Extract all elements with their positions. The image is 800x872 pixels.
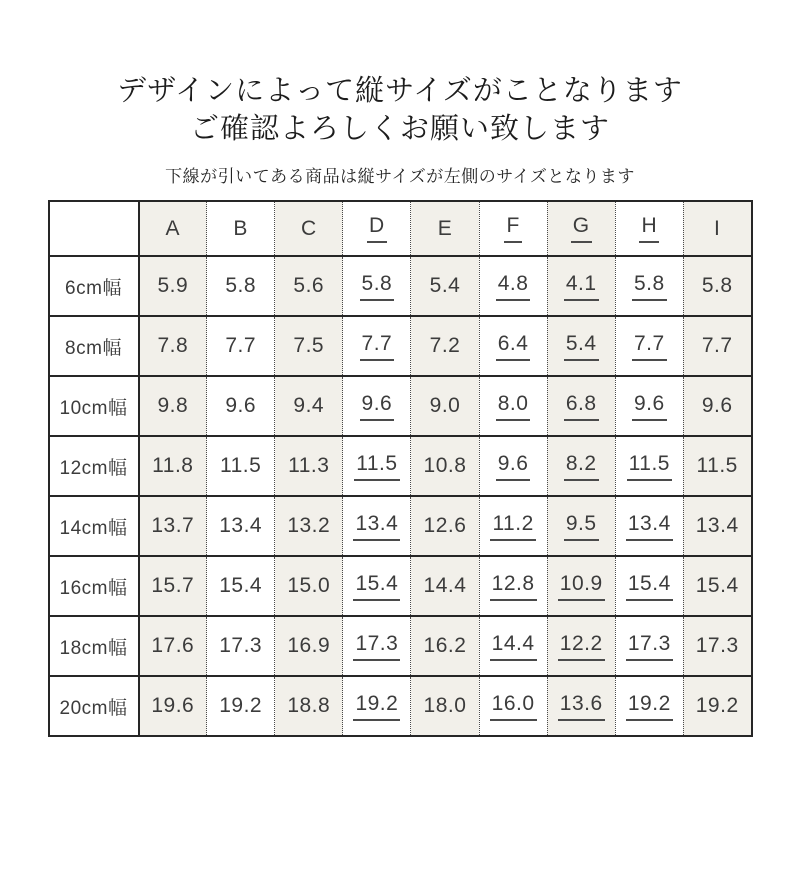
cell-value: 8.2 xyxy=(564,452,599,481)
cell-value: 5.8 xyxy=(632,272,667,301)
cell-value: 9.4 xyxy=(293,394,325,417)
cell-value: 8.0 xyxy=(496,392,531,421)
column-header-label: D xyxy=(367,214,387,243)
cell-value: 18.0 xyxy=(423,694,467,717)
table-cell xyxy=(615,376,683,436)
size-table xyxy=(48,200,753,737)
table-cell xyxy=(275,496,343,556)
table-row xyxy=(49,616,752,676)
cell-value: 16.9 xyxy=(287,634,331,657)
cell-value: 15.4 xyxy=(626,572,673,601)
column-header-H xyxy=(615,201,683,256)
table-cell xyxy=(275,436,343,496)
cell-value: 13.6 xyxy=(558,692,605,721)
table-cell xyxy=(411,616,479,676)
cell-value: 7.7 xyxy=(632,332,667,361)
table-cell xyxy=(479,256,547,316)
cell-value: 18.8 xyxy=(287,694,331,717)
row-label: 12cm幅 xyxy=(49,436,139,496)
table-cell xyxy=(479,676,547,736)
table-cell xyxy=(479,316,547,376)
table-cell xyxy=(411,436,479,496)
table-cell xyxy=(615,256,683,316)
table-row xyxy=(49,676,752,736)
corner-cell xyxy=(49,201,139,256)
table-cell xyxy=(479,496,547,556)
cell-value: 15.0 xyxy=(287,574,331,597)
title-line-1: デザインによって縦サイズがことなります xyxy=(117,75,683,107)
table-cell xyxy=(343,376,411,436)
table-cell xyxy=(411,376,479,436)
table-row xyxy=(49,256,752,316)
cell-value: 7.5 xyxy=(293,334,325,357)
cell-value: 13.4 xyxy=(219,514,263,537)
column-header-label: H xyxy=(639,214,659,243)
underline-note: 下線が引いてある商品は縦サイズが左側のサイズとなります xyxy=(165,167,635,186)
column-header-D xyxy=(343,201,411,256)
title-line-2: ご確認よろしくお願い致します xyxy=(189,113,610,145)
cell-value: 9.8 xyxy=(157,394,189,417)
cell-value: 12.6 xyxy=(423,514,467,537)
table-cell xyxy=(683,676,751,736)
cell-value: 9.6 xyxy=(701,394,733,417)
cell-value: 4.1 xyxy=(564,272,599,301)
table-cell xyxy=(411,256,479,316)
cell-value: 11.5 xyxy=(627,452,672,481)
cell-value: 17.3 xyxy=(695,634,739,657)
cell-value: 5.8 xyxy=(701,274,733,297)
cell-value: 17.6 xyxy=(151,634,195,657)
cell-value: 17.3 xyxy=(626,632,673,661)
table-cell xyxy=(479,376,547,436)
cell-value: 5.4 xyxy=(429,274,461,297)
table-cell xyxy=(207,676,275,736)
table-cell xyxy=(479,436,547,496)
table-cell xyxy=(615,556,683,616)
column-header-B xyxy=(207,201,275,256)
cell-value: 11.3 xyxy=(288,454,330,477)
table-cell xyxy=(615,496,683,556)
cell-value: 11.5 xyxy=(220,454,262,477)
cell-value: 15.4 xyxy=(353,572,400,601)
cell-value: 9.6 xyxy=(632,392,667,421)
row-label: 14cm幅 xyxy=(49,496,139,556)
cell-value: 7.7 xyxy=(701,334,733,357)
table-cell xyxy=(615,436,683,496)
cell-value: 5.9 xyxy=(157,274,189,297)
table-cell xyxy=(615,676,683,736)
table-cell xyxy=(547,616,615,676)
cell-value: 9.0 xyxy=(429,394,461,417)
cell-value: 19.2 xyxy=(626,692,673,721)
cell-value: 5.4 xyxy=(564,332,599,361)
table-cell xyxy=(547,376,615,436)
cell-value: 12.8 xyxy=(490,572,537,601)
cell-value: 14.4 xyxy=(490,632,537,661)
column-header-C xyxy=(275,201,343,256)
cell-value: 5.6 xyxy=(293,274,325,297)
row-label: 20cm幅 xyxy=(49,676,139,736)
cell-value: 4.8 xyxy=(496,272,531,301)
table-cell xyxy=(139,556,207,616)
table-row xyxy=(49,436,752,496)
table-cell xyxy=(207,616,275,676)
cell-value: 17.3 xyxy=(219,634,263,657)
cell-value: 7.2 xyxy=(429,334,461,357)
table-row xyxy=(49,316,752,376)
table-row xyxy=(49,376,752,436)
table-cell xyxy=(207,316,275,376)
page-title xyxy=(0,72,800,148)
table-cell xyxy=(343,676,411,736)
column-header-F xyxy=(479,201,547,256)
row-label: 16cm幅 xyxy=(49,556,139,616)
cell-value: 11.5 xyxy=(354,452,399,481)
cell-value: 9.6 xyxy=(225,394,257,417)
table-cell xyxy=(683,616,751,676)
table-cell xyxy=(411,316,479,376)
table-cell xyxy=(139,616,207,676)
table-cell xyxy=(547,316,615,376)
cell-value: 13.4 xyxy=(626,512,673,541)
column-header-label: E xyxy=(437,216,453,240)
table-cell xyxy=(683,496,751,556)
table-cell xyxy=(343,436,411,496)
table-cell xyxy=(139,316,207,376)
table-row xyxy=(49,496,752,556)
table-cell xyxy=(207,376,275,436)
cell-value: 19.2 xyxy=(219,694,263,717)
table-cell xyxy=(139,376,207,436)
cell-value: 6.4 xyxy=(496,332,531,361)
cell-value: 9.6 xyxy=(360,392,395,421)
cell-value: 5.8 xyxy=(360,272,395,301)
column-header-label: G xyxy=(571,214,592,243)
cell-value: 15.4 xyxy=(219,574,263,597)
cell-value: 19.6 xyxy=(151,694,195,717)
cell-value: 15.7 xyxy=(151,574,195,597)
column-header-A xyxy=(139,201,207,256)
cell-value: 11.5 xyxy=(696,454,738,477)
cell-value: 13.4 xyxy=(695,514,739,537)
table-cell xyxy=(275,616,343,676)
table-cell xyxy=(411,676,479,736)
table-cell xyxy=(683,556,751,616)
cell-value: 5.8 xyxy=(225,274,257,297)
row-label: 6cm幅 xyxy=(49,256,139,316)
table-cell xyxy=(139,496,207,556)
cell-value: 16.0 xyxy=(490,692,537,721)
cell-value: 19.2 xyxy=(353,692,400,721)
table-cell xyxy=(343,256,411,316)
table-cell xyxy=(479,556,547,616)
row-label: 8cm幅 xyxy=(49,316,139,376)
row-label: 10cm幅 xyxy=(49,376,139,436)
table-cell xyxy=(411,556,479,616)
cell-value: 11.2 xyxy=(490,512,535,541)
cell-value: 13.7 xyxy=(151,514,195,537)
table-cell xyxy=(207,496,275,556)
table-cell xyxy=(343,496,411,556)
cell-value: 10.9 xyxy=(558,572,605,601)
cell-value: 7.7 xyxy=(360,332,395,361)
table-cell xyxy=(343,556,411,616)
cell-value: 16.2 xyxy=(423,634,467,657)
table-cell xyxy=(275,376,343,436)
table-cell xyxy=(411,496,479,556)
cell-value: 19.2 xyxy=(695,694,739,717)
table-cell xyxy=(275,316,343,376)
column-header-E xyxy=(411,201,479,256)
table-row xyxy=(49,556,752,616)
table-cell xyxy=(615,616,683,676)
table-cell xyxy=(547,496,615,556)
table-cell xyxy=(547,556,615,616)
cell-value: 14.4 xyxy=(423,574,467,597)
cell-value: 9.5 xyxy=(564,512,599,541)
cell-value: 13.2 xyxy=(287,514,331,537)
header-row xyxy=(49,201,752,256)
cell-value: 7.7 xyxy=(225,334,257,357)
table-cell xyxy=(683,316,751,376)
cell-value: 15.4 xyxy=(695,574,739,597)
table-cell xyxy=(547,676,615,736)
table-cell xyxy=(275,676,343,736)
table-cell xyxy=(139,256,207,316)
table-cell xyxy=(683,256,751,316)
column-header-label: C xyxy=(300,216,317,240)
table-cell xyxy=(479,616,547,676)
table-cell xyxy=(207,556,275,616)
cell-value: 7.8 xyxy=(157,334,189,357)
table-cell xyxy=(547,436,615,496)
column-header-label: A xyxy=(165,216,181,240)
cell-value: 12.2 xyxy=(558,632,605,661)
cell-value: 6.8 xyxy=(564,392,599,421)
column-header-label: I xyxy=(714,216,721,240)
table-body xyxy=(49,256,752,736)
table-cell xyxy=(139,676,207,736)
cell-value: 17.3 xyxy=(353,632,400,661)
table-cell xyxy=(275,556,343,616)
cell-value: 10.8 xyxy=(423,454,467,477)
row-label: 18cm幅 xyxy=(49,616,139,676)
table-cell xyxy=(275,256,343,316)
table-cell xyxy=(683,436,751,496)
table-cell xyxy=(343,316,411,376)
cell-value: 9.6 xyxy=(496,452,531,481)
table-cell xyxy=(207,436,275,496)
table-cell xyxy=(683,376,751,436)
table-cell xyxy=(139,436,207,496)
table-cell xyxy=(615,316,683,376)
table-cell xyxy=(343,616,411,676)
column-header-label: F xyxy=(504,214,521,243)
column-header-G xyxy=(547,201,615,256)
column-header-label: B xyxy=(233,216,248,240)
table-cell xyxy=(547,256,615,316)
cell-value: 11.8 xyxy=(152,454,194,477)
cell-value: 13.4 xyxy=(353,512,400,541)
table-cell xyxy=(207,256,275,316)
size-chart-page xyxy=(0,72,800,872)
column-header-I xyxy=(683,201,751,256)
